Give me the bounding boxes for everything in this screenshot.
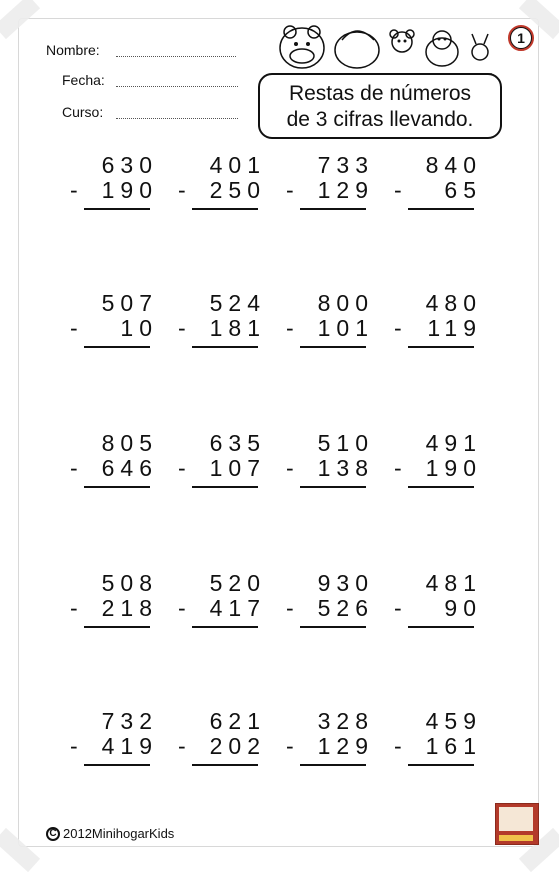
subtraction-problem (394, 290, 486, 350)
answer-line (84, 764, 150, 766)
minus-sign: - (70, 595, 78, 621)
minuend: 480 (425, 290, 482, 316)
subtraction-problem (286, 708, 378, 768)
minuend: 328 (317, 708, 374, 734)
date-label: Fecha: (62, 72, 105, 88)
answer-line (408, 764, 474, 766)
subtraction-problem (70, 290, 162, 350)
subtrahend: 119 (427, 315, 482, 341)
minus-sign: - (286, 455, 294, 481)
subtrahend: 129 (317, 733, 374, 759)
minus-sign: - (394, 315, 402, 341)
minuend: 507 (101, 290, 158, 316)
copyright-icon: C (46, 827, 60, 841)
minus-sign: - (394, 733, 402, 759)
minuend: 491 (425, 430, 482, 456)
subtraction-problem (394, 152, 486, 212)
course-field (62, 104, 103, 120)
answer-line (192, 346, 258, 348)
title-line-2: de 3 cifras llevando. (286, 108, 474, 131)
subtrahend: 190 (101, 177, 158, 203)
minus-sign: - (286, 733, 294, 759)
copyright-footer (46, 826, 174, 841)
subtrahend: 417 (209, 595, 266, 621)
minus-sign: - (178, 177, 186, 203)
minus-sign: - (178, 595, 186, 621)
subtrahend: 646 (101, 455, 158, 481)
answer-line (192, 486, 258, 488)
minuend: 635 (209, 430, 266, 456)
worksheet-title (258, 73, 502, 139)
minihogarkids-logo (495, 803, 539, 845)
logo-band (499, 835, 533, 841)
page-number: 1 (517, 30, 525, 46)
minus-sign: - (178, 455, 186, 481)
answer-line (300, 764, 366, 766)
answer-line (192, 626, 258, 628)
minuend: 401 (209, 152, 266, 178)
minus-sign: - (286, 177, 294, 203)
answer-line (408, 486, 474, 488)
minuend: 621 (209, 708, 266, 734)
subtraction-problem (70, 152, 162, 212)
answer-line (84, 208, 150, 210)
minuend: 508 (101, 570, 158, 596)
minuend: 840 (425, 152, 482, 178)
minuend: 510 (317, 430, 374, 456)
subtrahend: 90 (444, 595, 482, 621)
answer-line (84, 346, 150, 348)
subtrahend: 181 (209, 315, 266, 341)
minus-sign: - (286, 595, 294, 621)
minuend: 930 (317, 570, 374, 596)
answer-line (192, 208, 258, 210)
date-line (116, 86, 238, 87)
subtraction-problem (178, 708, 270, 768)
minus-sign: - (394, 595, 402, 621)
answer-line (408, 626, 474, 628)
subtraction-problem (178, 290, 270, 350)
minuend: 800 (317, 290, 374, 316)
subtrahend: 161 (425, 733, 482, 759)
minus-sign: - (178, 733, 186, 759)
subtraction-problem (178, 570, 270, 630)
subtraction-problem (286, 570, 378, 630)
answer-line (300, 208, 366, 210)
minuend: 805 (101, 430, 158, 456)
minus-sign: - (394, 455, 402, 481)
logo-panel (499, 807, 533, 831)
name-line (116, 56, 236, 57)
minus-sign: - (70, 177, 78, 203)
minus-sign: - (286, 315, 294, 341)
subtraction-problem (394, 570, 486, 630)
answer-line (192, 764, 258, 766)
minuend: 733 (317, 152, 374, 178)
minuend: 481 (425, 570, 482, 596)
minus-sign: - (70, 315, 78, 341)
subtraction-problem (70, 430, 162, 490)
subtrahend: 218 (101, 595, 158, 621)
course-label: Curso: (62, 104, 104, 120)
page-number-ring (508, 25, 534, 51)
minuend: 630 (101, 152, 158, 178)
answer-line (300, 346, 366, 348)
animal-illustration (262, 18, 502, 78)
answer-line (84, 486, 150, 488)
minus-sign: - (394, 177, 402, 203)
subtrahend: 526 (317, 595, 374, 621)
page-number-badge (509, 26, 533, 50)
subtrahend: 129 (317, 177, 374, 203)
copyright-text: 2012MinihogarKids (63, 826, 175, 841)
subtraction-problem (178, 430, 270, 490)
title-line-1: Restas de números (288, 82, 472, 105)
name-field (46, 42, 100, 58)
date-field (62, 72, 105, 88)
subtrahend: 419 (101, 733, 158, 759)
subtraction-problem (286, 290, 378, 350)
subtraction-problem (70, 570, 162, 630)
subtraction-problem (394, 708, 486, 768)
subtrahend: 10 (120, 315, 158, 341)
course-line (116, 118, 238, 119)
minuend: 520 (209, 570, 266, 596)
subtrahend: 101 (317, 315, 374, 341)
minus-sign: - (70, 455, 78, 481)
answer-line (300, 626, 366, 628)
subtraction-problem (394, 430, 486, 490)
subtraction-problem (286, 152, 378, 212)
minus-sign: - (178, 315, 186, 341)
minuend: 459 (425, 708, 482, 734)
minuend: 732 (101, 708, 158, 734)
subtrahend: 138 (317, 455, 374, 481)
answer-line (408, 208, 474, 210)
subtrahend: 65 (444, 177, 482, 203)
minus-sign: - (70, 733, 78, 759)
minuend: 524 (209, 290, 266, 316)
subtraction-problem (70, 708, 162, 768)
answer-line (300, 486, 366, 488)
subtraction-problem (178, 152, 270, 212)
subtrahend: 202 (209, 733, 266, 759)
subtrahend: 107 (209, 455, 266, 481)
subtraction-problem (286, 430, 378, 490)
subtrahend: 250 (209, 177, 266, 203)
answer-line (408, 346, 474, 348)
name-label: Nombre: (46, 42, 100, 58)
subtrahend: 190 (425, 455, 482, 481)
answer-line (84, 626, 150, 628)
